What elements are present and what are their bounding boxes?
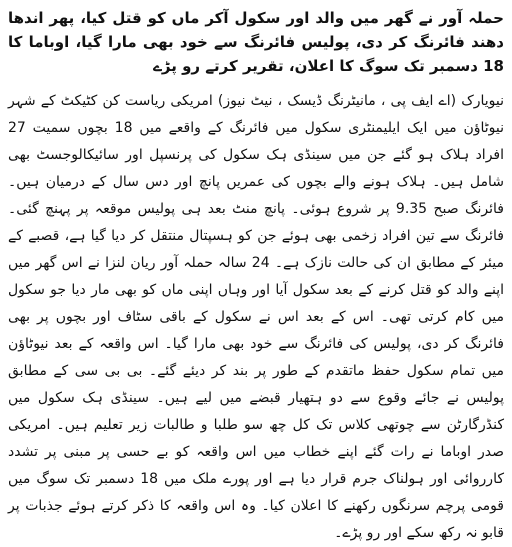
- article-body: نیویارک (اے ایف پی ، مانیٹرنگ ڈیسک ، نیٹ نیوز) امریکی ریاست کن کٹیکٹ کے شہر نیوٹاؤن میں ایک ایلیمنٹری سکول میں فائرنگ کے واقعے میں 18 بچوں سمیت 27 افراد ہلاک ہو گئے جن میں سینڈی ہک سکول کی پرنسپل اور سائیکالوجسٹ بھی شامل ہیں۔ ہلاک ہونے والے بچوں کی عمریں پانچ اور دس سال کے درمیان ہیں۔ فائرنگ صبح 9.35 پر شروع ہوئی۔ پانچ منٹ بعد ہی پولیس موقعہ پر پہنچ گئی۔ فائرنگ سے تین افراد زخمی بھی ہوئے جن کو ہسپتال منتقل کر دیا گیا ہے، قصبے کے میئر کے مطابق ان کی حالت نازک ہے۔ 24 سالہ حملہ آور ریان لنزا نے اس گھر میں اپنے والد کو قتل کرنے کے بعد سکول آیا اور وہاں اپنی ماں کو بھی مار دیا جو سکول میں کام کرتی تھی۔ اس کے بعد اس نے سکول کے باقی سٹاف اور بچوں پر بھی فائرنگ کر دی، پولیس کی فائرنگ سے خود بھی مارا گیا۔ اس واقعہ کے بعد نیوٹاؤن میں تمام سکول حفظ ماتقدم کے طور پر بند کر دیئے گئے۔ بی بی سی کے مطابق پولیس نے جائے وقوع سے دو ہتھیار قبضے میں لیے ہیں۔ سینڈی ہک سکول میں کنڈرگارٹن سے چوتھی کلاس تک کل چھ سو طلبا و طالبات زیر تعلیم ہیں۔ امریکی صدر اوباما نے رات گئے اپنے خطاب میں اس واقعہ کو بے حسی پر مبنی پر تشدد کارروائی اور ہولناک جرم قرار دیا ہے اور پورے ملک میں 18 دسمبر تک سوگ میں قومی پرچم سرنگوں رکھنے کا اعلان کیا۔ وہ اس واقعہ کا ذکر کرتے ہوئے جذبات پر قابو نہ رکھ سکے اور رو پڑے۔: [8, 93, 505, 541]
- headline: حملہ آور نے گھر میں والد اور سکول آکر ماں کو قتل کیا، پھر اندھا دھند فائرنگ کر دی، پولیس فائرنگ سے خود بھی مارا گیا، اوباما کا 18 دسمبر تک سوگ کا اعلان، تقریر کرتے رو پڑے: [8, 9, 504, 75]
